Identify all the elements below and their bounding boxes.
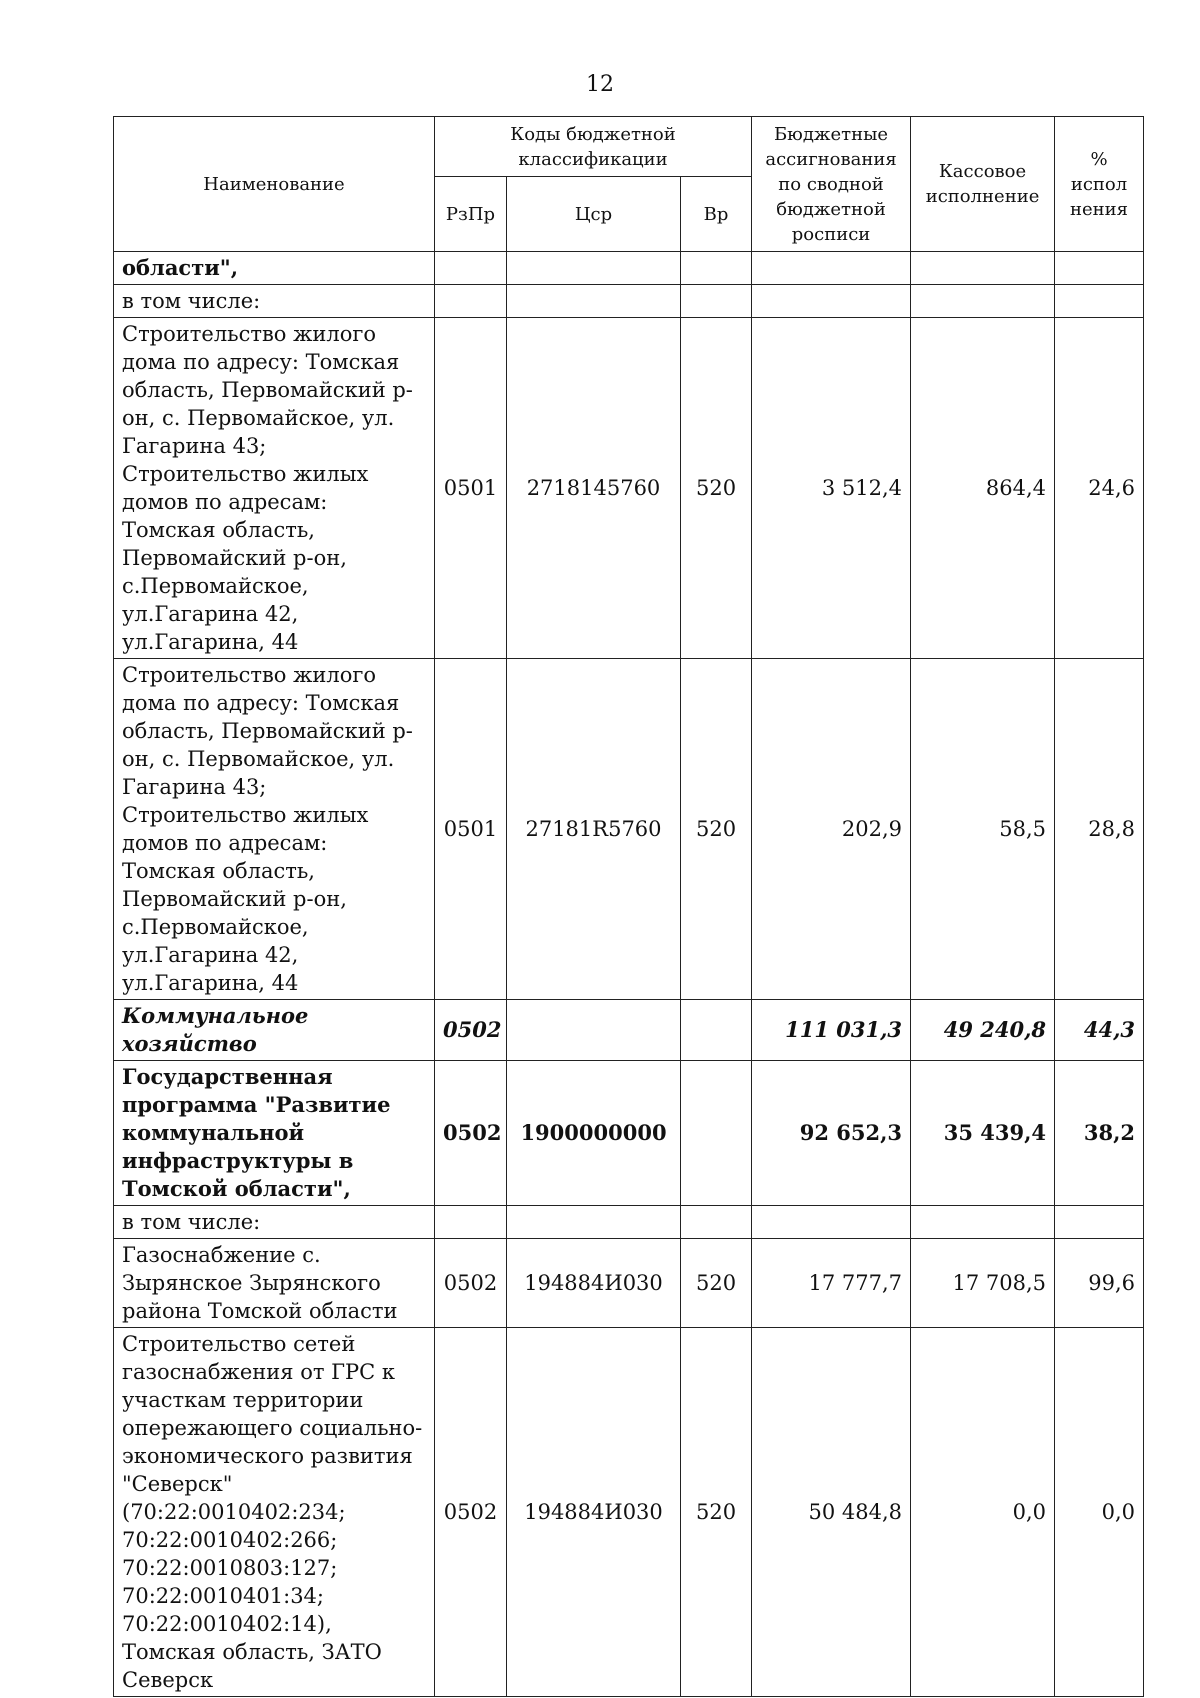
cell-rzpr: 0502 bbox=[435, 1000, 507, 1061]
header-codes: Коды бюджетной классификации bbox=[435, 117, 752, 177]
table-body bbox=[114, 252, 1144, 1697]
budget-table bbox=[113, 116, 1144, 1697]
cell-percent: 0,0 bbox=[1055, 1328, 1144, 1697]
cell-percent bbox=[1055, 252, 1144, 285]
table-row bbox=[114, 1061, 1144, 1206]
cell-budget: 3 512,4 bbox=[752, 318, 911, 659]
cell-name: Газоснабжение с. Зырянское Зырянского района Томской области bbox=[114, 1239, 435, 1328]
cell-budget bbox=[752, 1206, 911, 1239]
cell-name: Строительство сетей газоснабжения от ГРС к участкам территории опережающего социально-экономического развития "Северск" (70:22:0010402:234; 70:22:0010402:266; 70:22:0010803:127; 70:22:0010401:34; 70:22:0010402:14), Томская область, ЗАТО Северск bbox=[114, 1328, 435, 1697]
cell-kassa: 58,5 bbox=[911, 659, 1055, 1000]
cell-csr bbox=[507, 252, 681, 285]
table-header bbox=[114, 117, 1144, 252]
cell-rzpr bbox=[435, 1206, 507, 1239]
cell-kassa: 49 240,8 bbox=[911, 1000, 1055, 1061]
table-row bbox=[114, 318, 1144, 659]
cell-name: Коммунальное хозяйство bbox=[114, 1000, 435, 1061]
cell-vr: 520 bbox=[681, 1239, 752, 1328]
cell-csr bbox=[507, 1000, 681, 1061]
cell-kassa: 0,0 bbox=[911, 1328, 1055, 1697]
cell-kassa bbox=[911, 1206, 1055, 1239]
cell-vr bbox=[681, 1061, 752, 1206]
cell-budget bbox=[752, 285, 911, 318]
page-number: 12 bbox=[586, 72, 614, 97]
cell-kassa bbox=[911, 285, 1055, 318]
cell-csr: 194884И030 bbox=[507, 1239, 681, 1328]
cell-rzpr bbox=[435, 252, 507, 285]
cell-kassa: 35 439,4 bbox=[911, 1061, 1055, 1206]
table-row bbox=[114, 1328, 1144, 1697]
cell-name: в том числе: bbox=[114, 285, 435, 318]
cell-csr: 1900000000 bbox=[507, 1061, 681, 1206]
header-vr: Вр bbox=[681, 177, 752, 252]
cell-budget: 17 777,7 bbox=[752, 1239, 911, 1328]
cell-kassa: 17 708,5 bbox=[911, 1239, 1055, 1328]
cell-percent: 28,8 bbox=[1055, 659, 1144, 1000]
cell-name: Государственная программа "Развитие коммунальной инфраструктуры в Томской области", bbox=[114, 1061, 435, 1206]
cell-csr: 2718145760 bbox=[507, 318, 681, 659]
header-budget: Бюджетные ассигнования по сводной бюджетной росписи bbox=[752, 117, 911, 252]
cell-budget: 111 031,3 bbox=[752, 1000, 911, 1061]
cell-rzpr: 0501 bbox=[435, 659, 507, 1000]
cell-percent: 99,6 bbox=[1055, 1239, 1144, 1328]
cell-rzpr: 0502 bbox=[435, 1328, 507, 1697]
cell-percent: 38,2 bbox=[1055, 1061, 1144, 1206]
cell-percent bbox=[1055, 285, 1144, 318]
cell-kassa bbox=[911, 252, 1055, 285]
cell-vr: 520 bbox=[681, 318, 752, 659]
cell-csr bbox=[507, 1206, 681, 1239]
header-name: Наименование bbox=[114, 117, 435, 252]
cell-name: Строительство жилого дома по адресу: Томская область, Первомайский р-он, с. Первомайское, ул. Гагарина 43; Строительство жилых домов по адресам: Томская область, Первомайский р-он, с.Первомайское, ул.Гагарина 42, ул.Гагарина, 44 bbox=[114, 318, 435, 659]
cell-name: в том числе: bbox=[114, 1206, 435, 1239]
cell-kassa: 864,4 bbox=[911, 318, 1055, 659]
cell-budget: 50 484,8 bbox=[752, 1328, 911, 1697]
cell-percent: 24,6 bbox=[1055, 318, 1144, 659]
cell-percent bbox=[1055, 1206, 1144, 1239]
header-rzpr: РзПр bbox=[435, 177, 507, 252]
cell-vr bbox=[681, 1000, 752, 1061]
header-percent: % испол нения bbox=[1055, 117, 1144, 252]
cell-budget: 92 652,3 bbox=[752, 1061, 911, 1206]
cell-vr bbox=[681, 252, 752, 285]
header-kassa: Кассовое исполнение bbox=[911, 117, 1055, 252]
table-row bbox=[114, 659, 1144, 1000]
table-row bbox=[114, 1239, 1144, 1328]
table-row bbox=[114, 285, 1144, 318]
cell-rzpr: 0501 bbox=[435, 318, 507, 659]
cell-vr bbox=[681, 285, 752, 318]
cell-csr: 194884И030 bbox=[507, 1328, 681, 1697]
cell-vr: 520 bbox=[681, 659, 752, 1000]
cell-csr bbox=[507, 285, 681, 318]
table-row bbox=[114, 252, 1144, 285]
cell-name: Строительство жилого дома по адресу: Томская область, Первомайский р-он, с. Первомайское, ул. Гагарина 43; Строительство жилых домов по адресам: Томская область, Первомайский р-он, с.Первомайское, ул.Гагарина 42, ул.Гагарина, 44 bbox=[114, 659, 435, 1000]
cell-rzpr: 0502 bbox=[435, 1239, 507, 1328]
cell-rzpr: 0502 bbox=[435, 1061, 507, 1206]
table-row bbox=[114, 1000, 1144, 1061]
cell-csr: 27181R5760 bbox=[507, 659, 681, 1000]
cell-vr bbox=[681, 1206, 752, 1239]
cell-rzpr bbox=[435, 285, 507, 318]
cell-budget bbox=[752, 252, 911, 285]
cell-vr: 520 bbox=[681, 1328, 752, 1697]
cell-percent: 44,3 bbox=[1055, 1000, 1144, 1061]
cell-budget: 202,9 bbox=[752, 659, 911, 1000]
cell-name: области", bbox=[114, 252, 435, 285]
table-row bbox=[114, 1206, 1144, 1239]
header-csr: Цср bbox=[507, 177, 681, 252]
